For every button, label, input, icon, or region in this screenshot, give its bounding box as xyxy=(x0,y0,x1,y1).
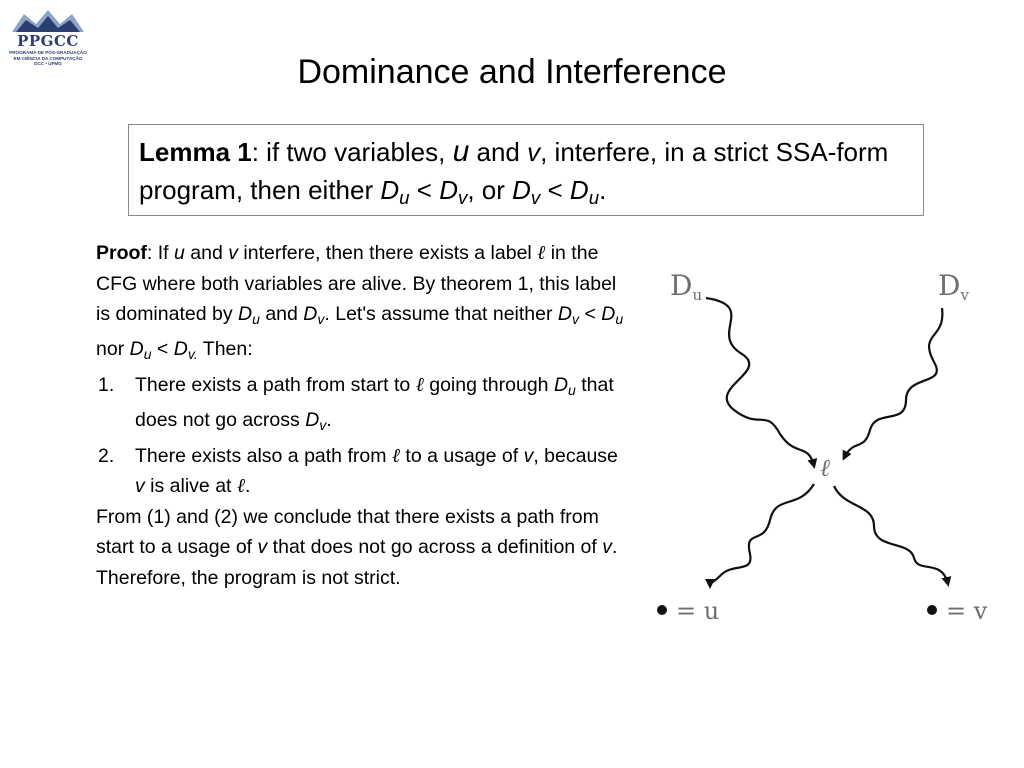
use-u-label: = u xyxy=(676,597,720,625)
proof-label: Proof xyxy=(96,242,147,264)
dominance-diagram xyxy=(648,258,1000,628)
proof-paragraph: Proof: If u and v interfere, then there exists a label ℓ in the CFG where both variables are alive. By theorem 1, this label is dominated by $D_u$ and $D_v$. Let's assume that neither $D_v < D_u$ nor $D_u < D_{v.}$ Then: xyxy=(96,241,624,363)
path-label-to-use-u xyxy=(710,484,814,586)
lemma-label: Lemma 1 xyxy=(139,137,252,167)
use-u-dot xyxy=(657,605,667,615)
logo-name: PPGCC xyxy=(17,32,79,50)
path-label-to-use-v xyxy=(834,486,948,584)
proof-text xyxy=(96,238,628,593)
logo-subtitle: PROGRAMA DE PÓS-GRADUAÇÃO EM CIÊNCIA DA COMPUTAÇÃO DCC • UFMG xyxy=(9,50,87,66)
label-ell: ℓ xyxy=(820,454,830,482)
use-v-dot xyxy=(927,605,937,615)
slide-title: Dominance and Interference xyxy=(297,53,727,91)
use-v-label: = v xyxy=(946,597,988,625)
path-du-to-label xyxy=(706,298,814,466)
proof-conclusion: From (1) and (2) we conclude that there exists a path from start to a usage of v that does not go across a definition of v. Therefore, the program is not strict. xyxy=(96,505,618,589)
proof-steps xyxy=(96,370,628,502)
lemma-box: Lemma 1: if two variables, u and v, interfere, in a strict SSA-form program, then either $D_u < D_v$, or $D_v < D_u$. xyxy=(128,124,924,216)
path-dv-to-label xyxy=(844,308,942,458)
dv-label: Dv xyxy=(938,269,969,304)
du-label: Du xyxy=(670,269,703,304)
list-item: 2. There exists also a path from ℓ to a usage of v, because v is alive at ℓ. xyxy=(98,443,618,498)
list-item: 1. There exists a path from start to ℓ going through $D_u$ that does not go across $D_v$. xyxy=(98,372,614,434)
